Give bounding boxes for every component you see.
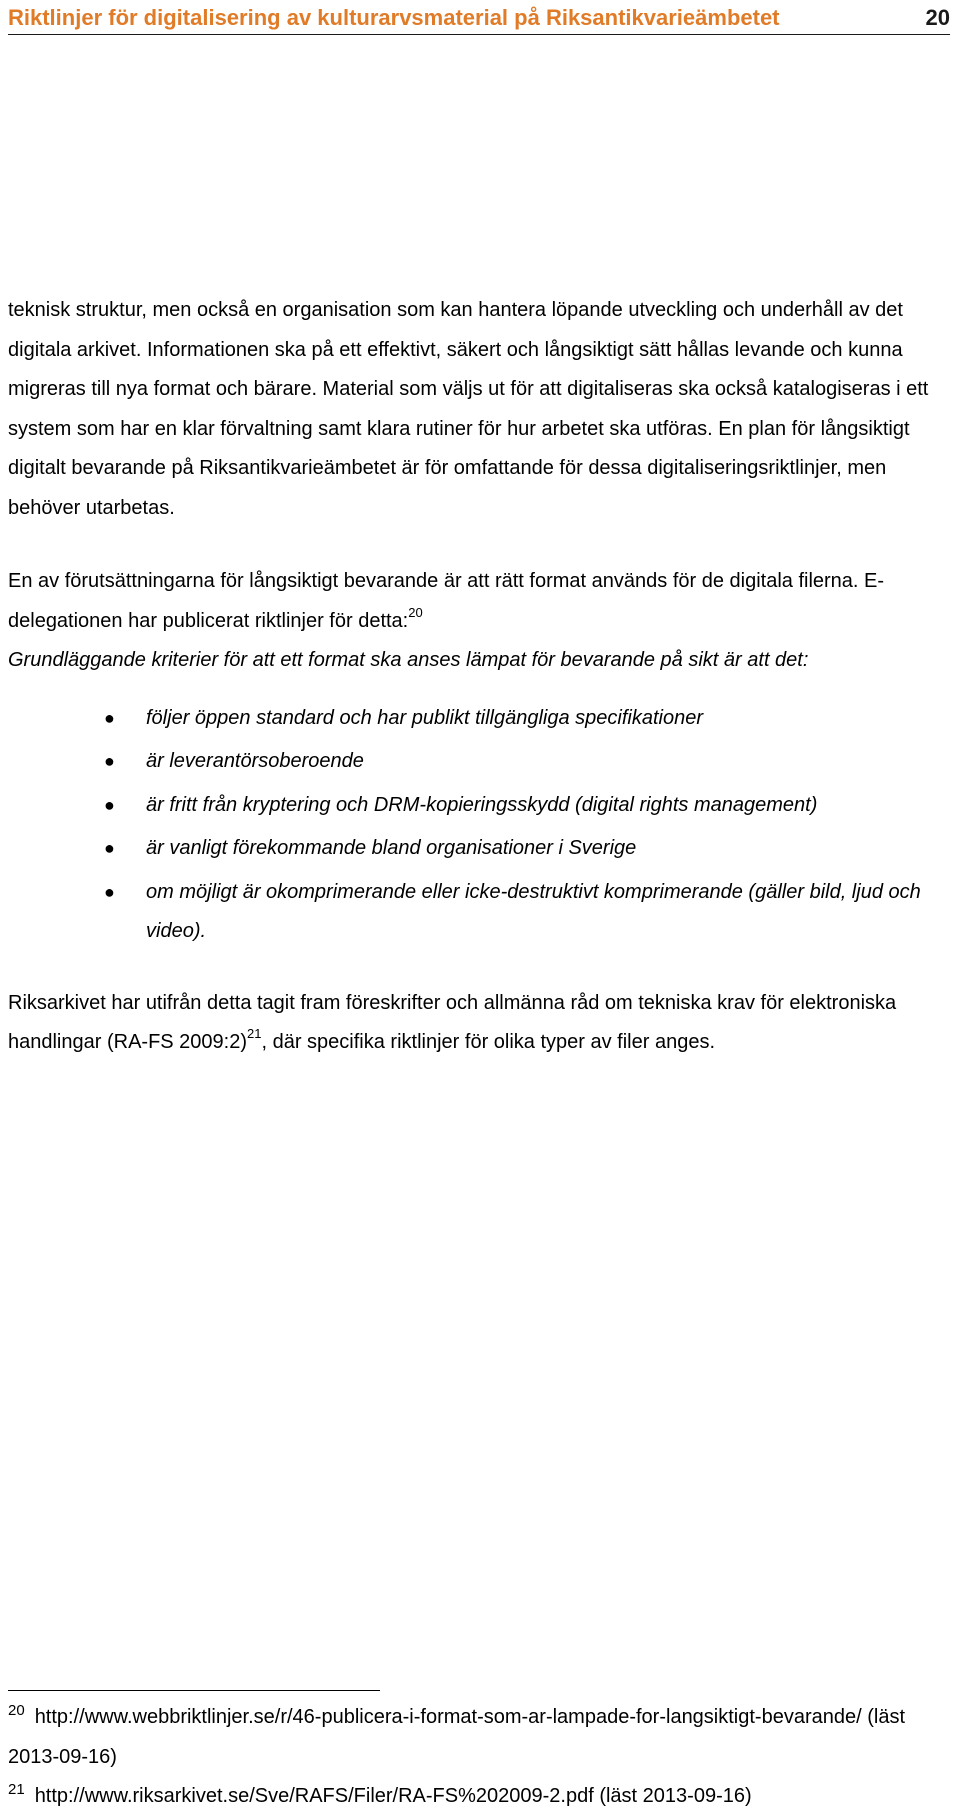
footnote-20 bbox=[8, 1698, 946, 1777]
footnotes bbox=[8, 1698, 946, 1817]
criteria-text: är fritt från kryptering och DRM-kopieringsskydd (digital rights management) bbox=[146, 793, 818, 816]
footnote-ref-21[interactable]: 21 bbox=[247, 1026, 262, 1042]
footnote-link[interactable]: http://www.riksarkivet.se/Sve/RAFS/Filer/RA-FS%202009-2.pdf (läst 2013-09-16) bbox=[34, 1785, 752, 1807]
footnote-ref-20[interactable]: 20 bbox=[408, 604, 423, 620]
paragraph-1: teknisk struktur, men också en organisation som kan hantera löpande utveckling och underhåll av det digitala arkivet. Informationen ska på ett effektivt, säkert och långsiktigt sätt hållas levande och kunna migreras till nya format och bärare. Material som väljs ut för att digitaliseras ska också katalogiseras i ett system som har en klar förvaltning samt klara rutiner för hur arbetet ska utföras. En plan för långsiktigt digitalt bevarande på Riksantikvarieämbetet är för omfattande för dessa digitaliseringsriktlinjer, men behöver utarbetas. bbox=[8, 299, 929, 519]
footnote-link[interactable]: http://www.webbriktlinjer.se/r/46-publicera-i-format-som-ar-lampade-for-langsiktigt-bevarande/ (läst 2013-09-16) bbox=[8, 1706, 906, 1768]
bullet-icon: ● bbox=[104, 838, 115, 858]
footnote-21 bbox=[8, 1777, 946, 1817]
bullet-icon: ● bbox=[104, 881, 115, 902]
criteria-text: är vanligt förekommande bland organisationer i Sverige bbox=[146, 837, 637, 859]
paragraph-3-text-start: Riksarkivet har utifrån detta tagit fram föreskrifter och allmänna råd om tekniska krav för elektroniska handlingar (RA-FS 2009:2) bbox=[8, 991, 897, 1053]
criteria-text: om möjligt är okomprimerande eller icke-destruktivt komprimerande (gäller bild, ljud och video). bbox=[146, 880, 921, 942]
list-item bbox=[8, 829, 946, 869]
bullet-icon: ● bbox=[104, 794, 115, 815]
footnote-number: 21 bbox=[8, 1781, 25, 1798]
document-body bbox=[8, 291, 946, 1063]
list-item bbox=[8, 742, 946, 782]
list-item bbox=[8, 786, 946, 826]
criteria-text: är leverantörsoberoende bbox=[146, 750, 364, 772]
criteria-text: följer öppen standard och har publikt tillgängliga specifikationer bbox=[146, 706, 704, 729]
list-item bbox=[8, 873, 946, 952]
bullet-icon: ● bbox=[104, 751, 115, 771]
paragraph-2-text: En av förutsättningarna för långsiktigt bevarande är att rätt format används för de digitala filerna. E-delegationen har publicerat riktlinjer för detta: bbox=[8, 570, 885, 632]
criteria-list bbox=[8, 699, 946, 952]
page-number: 20 bbox=[925, 5, 950, 30]
paragraph-3-text-end: , där specifika riktlinjer för olika typer av filer anges. bbox=[261, 1031, 715, 1053]
list-item bbox=[8, 699, 946, 739]
bullet-icon: ● bbox=[104, 707, 115, 728]
paragraph-2 bbox=[8, 562, 946, 641]
document-title: Riktlinjer för digitalisering av kulturarvsmaterial på Riksantikvarieämbetet bbox=[8, 5, 780, 30]
paragraph-3 bbox=[8, 984, 946, 1063]
footnote-divider bbox=[8, 1690, 380, 1691]
quote-intro: Grundläggande kriterier för att ett format ska anses lämpat för bevarande på sikt är att det: bbox=[8, 649, 809, 671]
page-header bbox=[8, 2, 950, 35]
footnote-number: 20 bbox=[8, 1702, 25, 1719]
